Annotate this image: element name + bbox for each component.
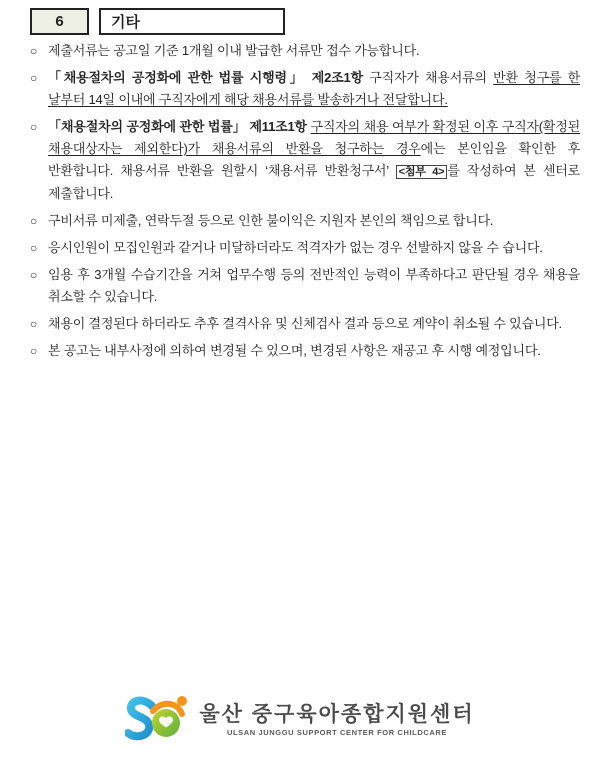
text-segment-normal: 임용 후 3개월 수습기간을 거쳐 업무수행 등의 전반적인 능력이 부족하다고 판단될 경우 채용을 취소할 수 있습니다. (48, 267, 580, 304)
list-item (30, 340, 580, 362)
bullet-text (48, 40, 580, 62)
text-segment-normal: 제출서류는 공고일 기준 1개월 이내 발급한 서류만 접수 가능합니다. (48, 43, 420, 58)
text-segment-normal: 에는 본인임을 확인한 후 반환합니다. 채용서류 반환을 원할시 ‘채용서류 반환청구서’ (48, 141, 580, 178)
logo-s-stroke (128, 701, 152, 737)
section-number-box: 6 (30, 8, 89, 35)
bullet-text (48, 116, 580, 205)
logo-english-name: ULSAN JUNGGU SUPPORT CENTER FOR CHILDCARE (226, 727, 447, 737)
bullet-text (48, 313, 580, 335)
text-segment-underline: 반환 청구를 한 날부터 14일 이내에 구직자에게 해당 채용서류를 발송하거나 전달합니다. (48, 70, 580, 107)
text-segment-bold: 「채용절차의 공정화에 관한 법률」 제11조1항 (48, 119, 311, 134)
text-segment-normal: 구비서류 미제출, 연락두절 등으로 인한 불이익은 지원자 본인의 책임으로 합니다. (48, 213, 494, 228)
list-item (30, 313, 580, 335)
section-title-box: 기타 (99, 8, 285, 35)
circle-bullet-icon: ○ (30, 71, 38, 85)
footer-logo (0, 694, 600, 746)
logo-korean-name: 울산 중구육아종합지원센터 (199, 702, 475, 726)
childcare-center-logo-icon (125, 694, 189, 746)
circle-bullet-icon: ○ (30, 241, 38, 255)
text-segment-normal: 구직자가 채용서류의 (369, 70, 494, 85)
circle-bullet-icon: ○ (30, 344, 38, 358)
text-segment-underline: 구직자의 채용 여부가 확정된 이후 구직자(확정된 채용대상자는 제외한다)가 채용서류의 반환을 청구하는 경우 (48, 119, 580, 156)
bullet-text (48, 67, 580, 111)
list-item (30, 67, 580, 111)
circle-bullet-icon: ○ (30, 120, 38, 134)
bullet-text (48, 210, 580, 232)
bullet-text (48, 264, 580, 308)
text-segment-normal: 응시인원이 모집인원과 같거나 미달하더라도 적격자가 없는 경우 선발하지 않을 수 습니다. (48, 240, 543, 255)
bullet-text (48, 237, 580, 259)
text-segment-normal: 본 공고는 내부사정에 의하여 변경될 수 있으며, 변경된 사항은 재공고 후 시행 예정입니다. (48, 343, 541, 358)
list-item (30, 116, 580, 205)
bullet-text (48, 340, 580, 362)
text-segment-normal: 를 작성하여 본 센터로 제출합니다. (48, 163, 580, 201)
circle-bullet-icon: ○ (30, 268, 38, 282)
circle-bullet-icon: ○ (30, 44, 38, 58)
list-item (30, 264, 580, 308)
section-header (30, 8, 285, 35)
circle-bullet-icon: ○ (30, 214, 38, 228)
list-item (30, 210, 580, 232)
list-item (30, 40, 580, 62)
text-segment-boxed: <첨부 4> (396, 165, 448, 179)
bullet-list (30, 40, 580, 367)
text-segment-normal: 채용이 결정된다 하더라도 추후 결격사유 및 신체검사 결과 등으로 계약이 취소될 수 있습니다. (48, 316, 562, 331)
logo-orange-dot (177, 696, 187, 706)
text-segment-bold: 「채용절차의 공정화에 관한 법률 시행령」 제2조1항 (48, 70, 370, 85)
circle-bullet-icon: ○ (30, 317, 38, 331)
logo-text-block (199, 703, 474, 738)
list-item (30, 237, 580, 259)
